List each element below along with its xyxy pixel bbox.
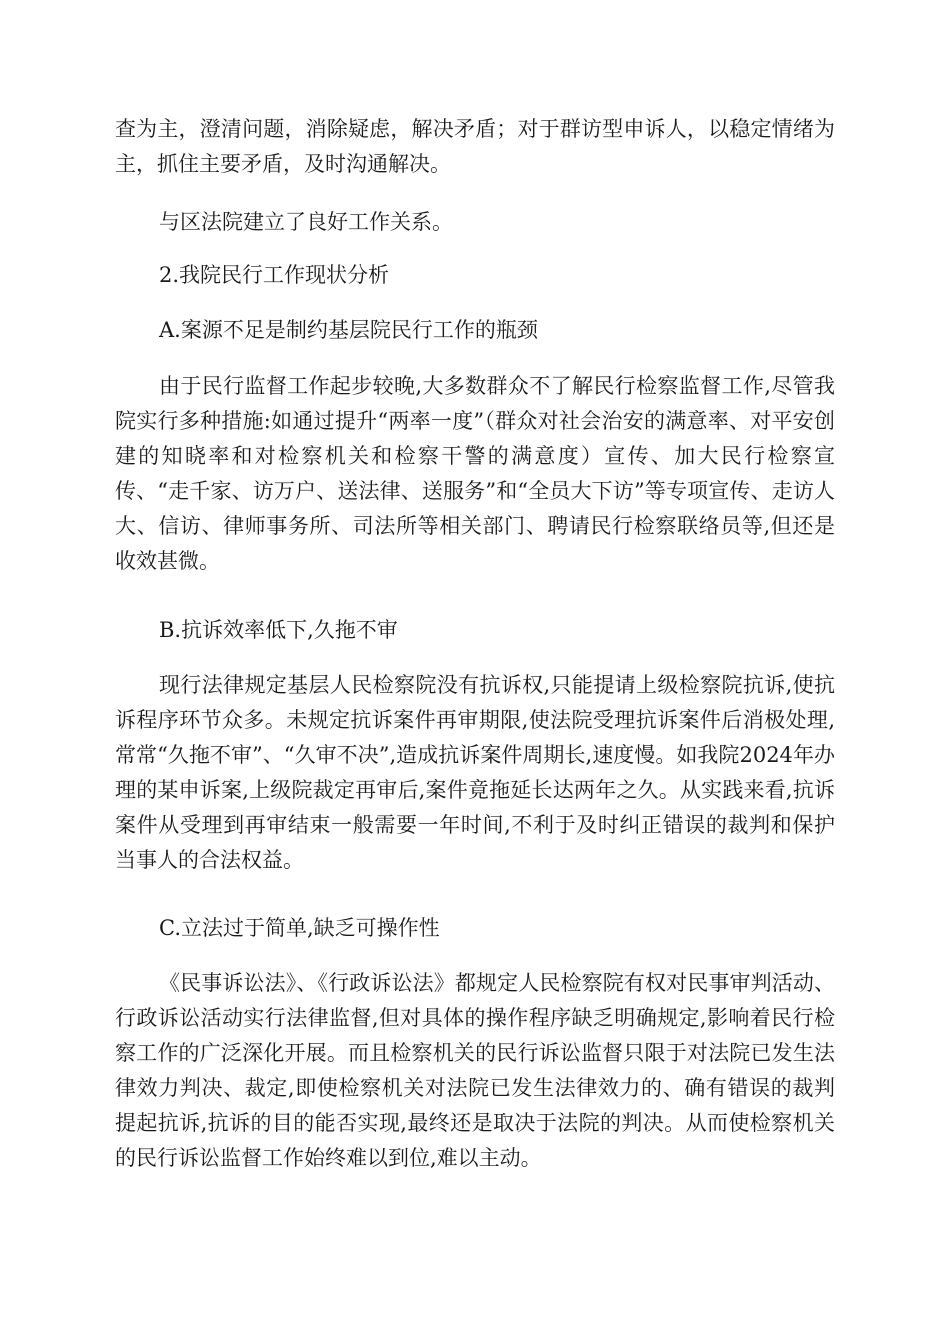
paragraph-c-body: 《民事诉讼法》、《行政诉讼法》都规定人民检察院有权对民事审判活动、行政诉讼活动实行法律监督,但对具体的操作程序缺乏明确规定,影响着民行检察工作的广泛深化开展。而且检察机关的民行诉讼监督只限于对法院已发生法律效力判决、裁定,即使检察机关对法院已发生法律效力的、确有错误的裁判提起抗诉,抗诉的目的能否实现,最终还是取决于法院的判决。从而使检察机关的民行诉讼监督工作始终难以到位,难以主动。 [115,971,835,1170]
paragraph-court-relations: 与区法院建立了良好工作关系。 [159,210,453,234]
section-heading-2: 2.我院民行工作现状分析 [159,263,390,287]
paragraph-b-body: 现行法律规定基层人民检察院没有抗诉权,只能提请上级检察院抗诉,使抗诉程序环节众多。未规定抗诉案件再审期限,使法院受理抗诉案件后消极处理,常常“久拖不审”、“久审不决”,造成抗诉案件周期长,速度慢。如我院2024年办理的某申诉案,上级院裁定再审后,案件竟拖延长达两年之久。从实践来看,抗诉案件从受理到再审结束一般需要一年时间,不利于及时纠正错误的裁判和保护当事人的合法权益。 [115,673,835,872]
paragraph-a-body: 由于民行监督工作起步较晚,大多数群众不了解民行检察监督工作,尽管我院实行多种措施:如通过提升“两率一度”（群众对社会治安的满意率、对平安创建的知晓率和对检察机关和检察干警的满意度）宣传、加大民行检察宣传、“走千家、访万户、送法律、送服务”和“全员大下访”等专项宣传、走访人大、信访、律师事务所、司法所等相关部门、聘请民行检察联络员等,但还是收效甚微。 [115,374,835,573]
subheading-c: C.立法过于简单,缺乏可操作性 [159,916,440,940]
subheading-a: A.案源不足是制约基层院民行工作的瓶颈 [159,318,538,342]
subheading-b: B.抗诉效率低下,久拖不审 [159,618,398,642]
paragraph-continued: 查为主，澄清问题，消除疑虑，解决矛盾；对于群访型申诉人，以稳定情绪为主，抓住主要矛盾，及时沟通解决。 [115,117,835,176]
